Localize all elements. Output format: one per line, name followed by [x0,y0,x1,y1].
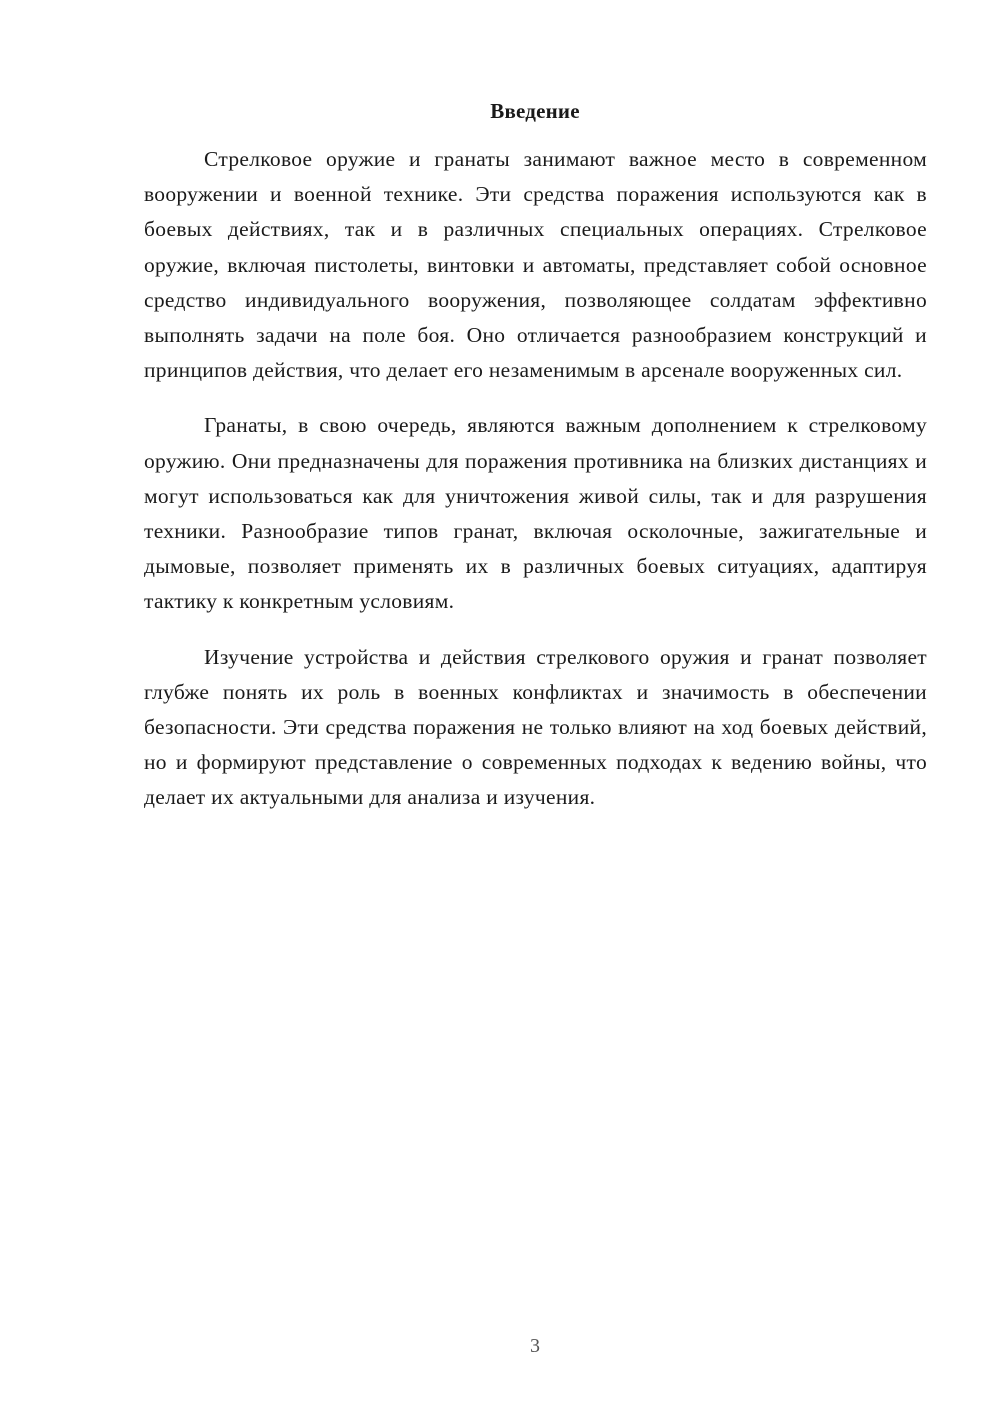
section-title: Введение [490,99,580,123]
body-text [144,142,927,836]
paragraph: Стрелковое оружие и гранаты занимают важное место в современном вооружении и военной технике. Эти средства поражения используются как в боевых действиях, так и в различных специальных операциях. Стрелковое оружие, включая пистолеты, винтовки и автоматы, представляет собой основное средство индивидуального вооружения, позволяющее солдатам эффективно выполнять задачи на поле боя. Оно отличается разнообразием конструкций и принципов действия, что делает его незаменимым в арсенале вооруженных сил. [144,147,927,383]
page-number: 3 [530,1335,540,1357]
paragraph: Гранаты, в свою очередь, являются важным дополнением к стрелковому оружию. Они предназначены для поражения противника на близких дистанциях и могут использоваться как для уничтожения живой силы, так и для разрушения техники. Разнообразие типов гранат, включая осколочные, зажигательные и дымовые, позволяет применять их в различных боевых ситуациях, адаптируя тактику к конкретным условиям. [144,413,927,614]
paragraph: Изучение устройства и действия стрелкового оружия и гранат позволяет глубже понять их роль в военных конфликтах и значимость в обеспечении безопасности. Эти средства поражения не только влияют на ход боевых действий, но и формируют представление о современных подходах к ведению войны, что делает их актуальными для анализа и изучения. [144,644,927,810]
